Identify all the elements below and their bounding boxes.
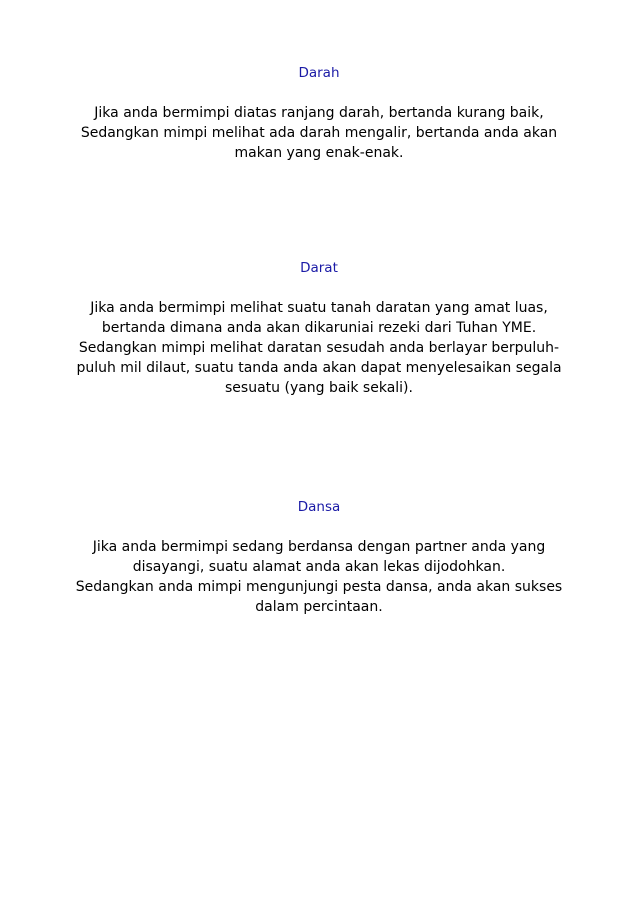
section-paragraph: Jika anda bermimpi sedang berdansa dengan partner anda yang disayangi, suatu alamat anda akan lekas dijodohkan. (92, 539, 546, 575)
section-dansa (60, 497, 578, 617)
section-heading: Darat (300, 260, 338, 276)
spacer (60, 278, 578, 298)
section-paragraph: Jika anda bermimpi melihat suatu tanah daratan yang amat luas, bertanda dimana anda akan dikaruniai rezeki dari Tuhan YME. (90, 300, 548, 336)
section-paragraph: Sedangkan mimpi melihat daratan sesudah anda berlayar berpuluh-puluh mil dilaut, suatu tanda anda akan dapat menyelesaikan segala sesuatu (yang baik sekali). (76, 340, 562, 396)
section-paragraph: Sedangkan anda mimpi mengunjungi pesta dansa, anda akan sukses dalam percintaan. (75, 579, 563, 615)
section-paragraph: Jika anda bermimpi diatas ranjang darah, bertanda kurang baik, (94, 105, 544, 121)
spacer (60, 83, 578, 103)
spacer (60, 517, 578, 537)
section-heading: Darah (298, 65, 340, 81)
section-paragraph: Sedangkan mimpi melihat ada darah mengalir, bertanda anda akan makan yang enak-enak. (80, 125, 558, 161)
section-heading: Dansa (297, 499, 341, 515)
section-darah (60, 63, 578, 163)
section-darat (60, 258, 578, 398)
